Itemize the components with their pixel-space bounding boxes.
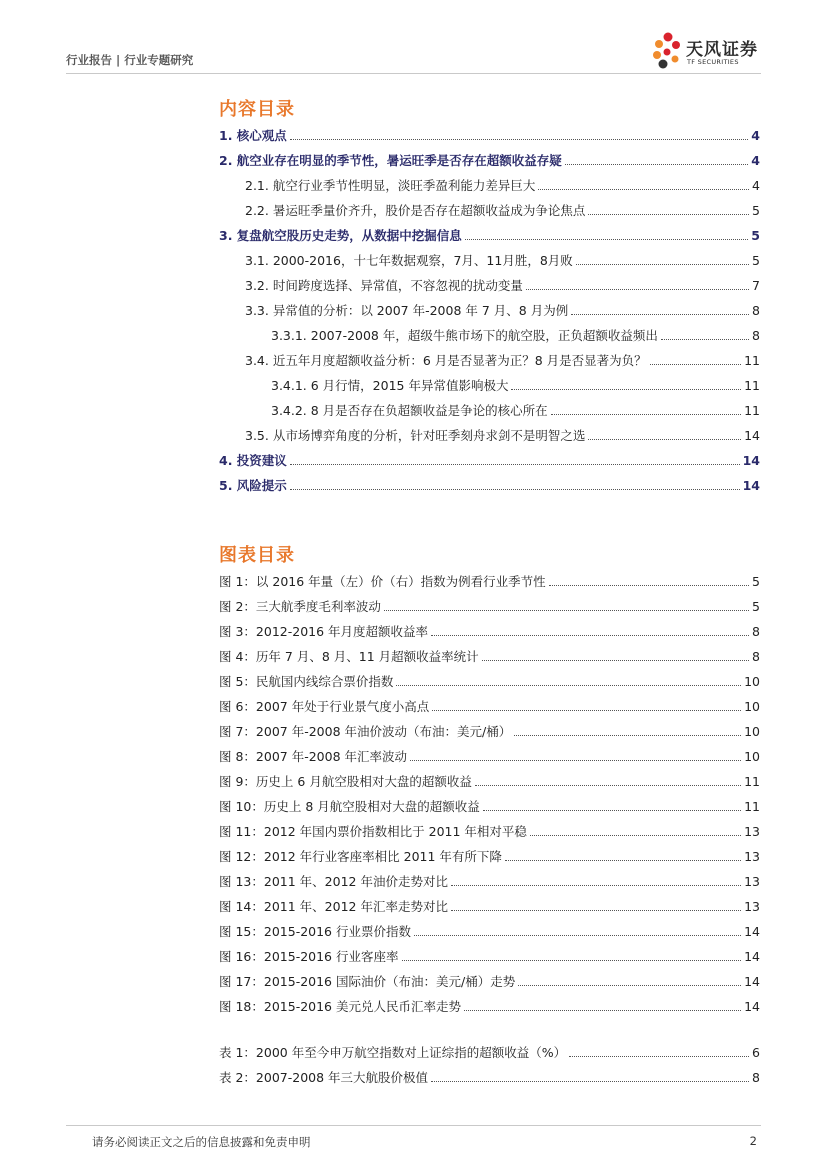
toc-entry[interactable]	[0, 153, 760, 169]
dot-leader	[410, 759, 741, 761]
figure-entry-page: 10	[744, 699, 760, 714]
dot-leader	[588, 438, 741, 440]
toc-entry[interactable]	[0, 453, 760, 469]
toc-entry[interactable]	[0, 253, 760, 269]
dot-leader	[569, 1055, 749, 1057]
toc-entry-page: 11	[744, 378, 760, 393]
figure-entry[interactable]	[0, 874, 760, 890]
figure-entry[interactable]	[0, 849, 760, 865]
page-number: 2	[749, 1134, 757, 1148]
dot-leader	[384, 609, 749, 611]
toc-entry[interactable]	[0, 378, 760, 394]
toc-entry-label: 4. 投资建议	[219, 453, 287, 468]
toc-entry-page: 14	[742, 478, 760, 493]
toc-entry[interactable]	[0, 353, 760, 369]
toc-entry-label: 3.1. 2000-2016，十七年数据观察，7月、11月胜，8月败	[245, 253, 573, 268]
figure-entry-page: 10	[744, 674, 760, 689]
figure-entry-label: 图 13：2011 年、2012 年油价走势对比	[219, 874, 448, 889]
figure-entry[interactable]	[0, 749, 760, 765]
toc-title: 内容目录	[219, 99, 295, 120]
toc-entry-page: 8	[752, 303, 760, 318]
table-entry-page: 6	[752, 1045, 760, 1060]
dot-leader	[482, 659, 749, 661]
table-entry-label: 表 2：2007-2008 年三大航股价极值	[219, 1070, 429, 1085]
toc-entry-page: 4	[752, 178, 760, 193]
dot-leader	[402, 959, 742, 961]
toc-entry-label: 1. 核心观点	[219, 128, 287, 143]
toc-entry[interactable]	[0, 403, 760, 419]
dot-leader	[549, 584, 749, 586]
dot-leader	[530, 834, 741, 836]
figure-entry[interactable]	[0, 974, 760, 990]
figure-entry-page: 5	[752, 574, 760, 589]
figure-entry-label: 图 16：2015-2016 行业客座率	[219, 949, 399, 964]
figure-entry[interactable]	[0, 949, 760, 965]
dot-leader	[514, 734, 741, 736]
dot-leader	[414, 934, 741, 936]
figure-entry-label: 图 6：2007 年处于行业景气度小高点	[219, 699, 430, 714]
figure-entry-label: 图 4：历年 7 月、8 月、11 月超额收益率统计	[219, 649, 479, 664]
header-divider	[66, 73, 761, 74]
toc-entry[interactable]	[0, 178, 760, 194]
dot-leader	[576, 263, 749, 265]
figure-entry-label: 图 7：2007 年-2008 年油价波动（布油：美元/桶）	[219, 724, 512, 739]
figure-entry[interactable]	[0, 624, 760, 640]
figure-entry-label: 图 11：2012 年国内票价指数相比于 2011 年相对平稳	[219, 824, 527, 839]
figure-entry-page: 13	[744, 874, 760, 889]
toc-entry-page: 11	[744, 353, 760, 368]
figure-entry-label: 图 1：以 2016 年量（左）价（右）指数为例看行业季节性	[219, 574, 546, 589]
figure-entry[interactable]	[0, 999, 760, 1015]
figure-entry-label: 图 15：2015-2016 行业票价指数	[219, 924, 411, 939]
dot-leader	[432, 709, 741, 711]
figure-entry-label: 图 2：三大航季度毛利率波动	[219, 599, 381, 614]
toc-entry[interactable]	[0, 228, 760, 244]
figure-entry[interactable]	[0, 674, 760, 690]
toc-entry-page: 5	[752, 253, 760, 268]
dot-leader	[526, 288, 749, 290]
dot-leader	[431, 1080, 749, 1082]
toc-entry[interactable]	[0, 303, 760, 319]
dot-leader	[451, 884, 741, 886]
figure-entry-page: 13	[744, 849, 760, 864]
figure-entry-page: 14	[744, 949, 760, 964]
figure-entry-label: 图 17：2015-2016 国际油价（布油：美元/桶）走势	[219, 974, 516, 989]
toc-entry-page: 5	[751, 228, 760, 243]
toc-entry-label: 2.2. 暑运旺季量价齐升，股价是否存在超额收益成为争论焦点	[245, 203, 586, 218]
figure-entry-page: 11	[744, 774, 760, 789]
dot-leader	[661, 338, 749, 340]
toc-entry-label: 3. 复盘航空股历史走势，从数据中挖掘信息	[219, 228, 462, 243]
toc-entry[interactable]	[0, 428, 760, 444]
toc-entry-label: 3.5. 从市场博弈角度的分析，针对旺季刻舟求剑不是明智之选	[245, 428, 586, 443]
toc-entry-label: 3.3. 异常值的分析：以 2007 年-2008 年 7 月、8 月为例	[245, 303, 569, 318]
toc-entry-page: 4	[751, 128, 760, 143]
figure-entry-label: 图 3：2012-2016 年月度超额收益率	[219, 624, 429, 639]
dot-leader	[650, 363, 741, 365]
dot-leader	[396, 684, 741, 686]
figure-entry[interactable]	[0, 699, 760, 715]
figure-entry-page: 10	[744, 724, 760, 739]
toc-entry-page: 14	[742, 453, 760, 468]
table-entry[interactable]	[0, 1070, 760, 1086]
dot-leader	[451, 909, 741, 911]
dot-leader	[483, 809, 741, 811]
report-category: 行业报告 | 行业专题研究	[66, 53, 194, 67]
toc-entry-page: 4	[751, 153, 760, 168]
toc-entry-page: 11	[744, 403, 760, 418]
dot-leader	[551, 413, 741, 415]
figure-entry-label: 图 12：2012 年行业客座率相比 2011 年有所下降	[219, 849, 502, 864]
toc-entry-label: 3.4. 近五年月度超额收益分析：6 月是否显著为正？8 月是否显著为负？	[245, 353, 647, 368]
toc-entry-label: 5. 风险提示	[219, 478, 287, 493]
figure-entry-page: 11	[744, 799, 760, 814]
figure-entry[interactable]	[0, 899, 760, 915]
toc-entry-label: 3.4.1. 6 月行情，2015 年异常值影响极大	[271, 378, 509, 393]
figure-entry[interactable]	[0, 824, 760, 840]
toc-entry[interactable]	[0, 478, 760, 494]
toc-entry[interactable]	[0, 278, 760, 294]
dot-leader	[431, 634, 749, 636]
toc-entry-label: 3.4.2. 8 月是否存在负超额收益是争论的核心所在	[271, 403, 548, 418]
figure-entry[interactable]	[0, 774, 760, 790]
figure-entry-page: 8	[752, 649, 760, 664]
toc-entry-page: 14	[744, 428, 760, 443]
dot-leader	[588, 213, 749, 215]
toc-entry[interactable]	[0, 128, 760, 144]
figure-entry-page: 14	[744, 974, 760, 989]
figure-entry[interactable]	[0, 574, 760, 590]
dot-leader	[511, 388, 741, 390]
figure-entry[interactable]	[0, 724, 760, 740]
logo-name-cn: 天风证券	[686, 40, 758, 60]
logo-name-en: TF SECURITIES	[687, 58, 739, 66]
dot-leader	[565, 163, 748, 165]
figure-entry[interactable]	[0, 924, 760, 940]
figure-entry-page: 8	[752, 624, 760, 639]
figure-entry-page: 13	[744, 899, 760, 914]
dot-leader	[290, 488, 740, 490]
figure-entry-label: 图 5：民航国内线综合票价指数	[219, 674, 394, 689]
figure-entry-page: 14	[744, 924, 760, 939]
dot-leader	[465, 238, 748, 240]
dot-leader	[538, 188, 749, 190]
table-entry[interactable]	[0, 1045, 760, 1061]
figure-entry[interactable]	[0, 599, 760, 615]
company-logo	[650, 30, 770, 72]
dot-leader	[571, 313, 749, 315]
figure-entry-label: 图 10：历史上 8 月航空股相对大盘的超额收益	[219, 799, 480, 814]
dot-leader	[290, 463, 740, 465]
figure-entry-label: 图 14：2011 年、2012 年汇率走势对比	[219, 899, 448, 914]
figure-entry[interactable]	[0, 649, 760, 665]
toc-entry-label: 3.3.1. 2007-2008 年，超级牛熊市场下的航空股，正负超额收益频出	[271, 328, 658, 343]
dot-leader	[518, 984, 741, 986]
toc-entry-label: 3.2. 时间跨度选择、异常值，不容忽视的扰动变量	[245, 278, 523, 293]
toc-entry-label: 2. 航空业存在明显的季节性，暑运旺季是否存在超额收益存疑	[219, 153, 562, 168]
footer-disclaimer: 请务必阅读正文之后的信息披露和免责申明	[92, 1135, 311, 1149]
dot-leader	[505, 859, 741, 861]
dot-leader	[290, 138, 748, 140]
toc-entry[interactable]	[0, 203, 760, 219]
figure-entry-label: 图 9：历史上 6 月航空股相对大盘的超额收益	[219, 774, 472, 789]
figure-entry[interactable]	[0, 799, 760, 815]
dot-leader	[464, 1009, 741, 1011]
figure-entry-page: 10	[744, 749, 760, 764]
figure-entry-page: 14	[744, 999, 760, 1014]
dot-leader	[475, 784, 741, 786]
figure-entry-label: 图 18：2015-2016 美元兑人民币汇率走势	[219, 999, 461, 1014]
toc-entry[interactable]	[0, 328, 760, 344]
figure-entry-page: 5	[752, 599, 760, 614]
table-entry-page: 8	[752, 1070, 760, 1085]
toc-entry-page: 7	[752, 278, 760, 293]
toc-entry-label: 2.1. 航空行业季节性明显，淡旺季盈利能力差异巨大	[245, 178, 536, 193]
figure-entry-label: 图 8：2007 年-2008 年汇率波动	[219, 749, 408, 764]
table-entry-label: 表 1：2000 年至今申万航空指数对上证综指的超额收益（%）	[219, 1045, 567, 1060]
toc-entry-page: 8	[752, 328, 760, 343]
figures-title: 图表目录	[219, 545, 295, 566]
figure-entry-page: 13	[744, 824, 760, 839]
toc-entry-page: 5	[752, 203, 760, 218]
logo-mark-icon	[650, 30, 684, 72]
footer-divider	[66, 1125, 761, 1126]
